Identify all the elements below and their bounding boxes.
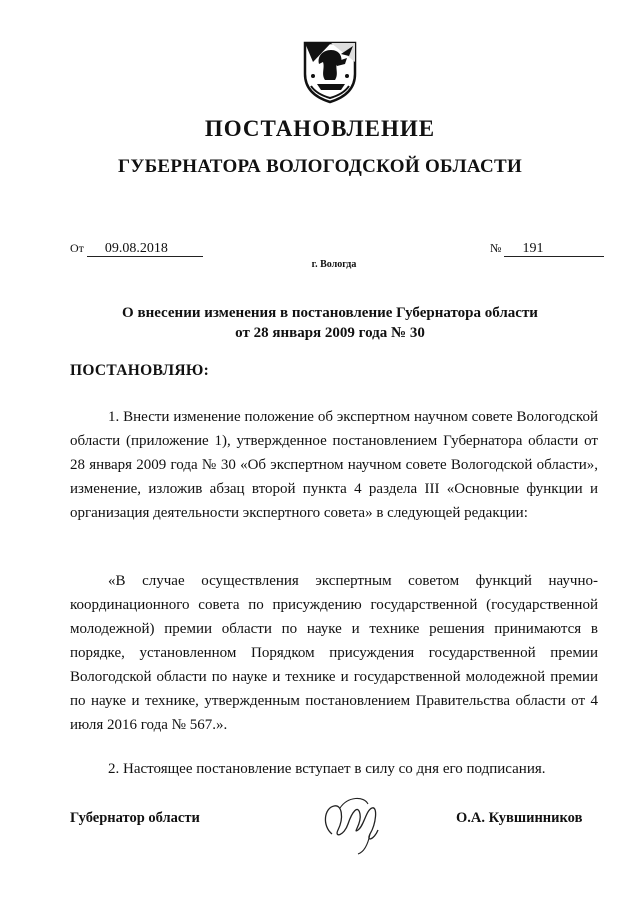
number-field [490, 241, 604, 257]
signatory-role: Губернатор области [70, 810, 200, 826]
date-field [70, 241, 203, 257]
paragraph-3: 2. Настоящее постановление вступает в силу со дня его подписания. [108, 761, 546, 777]
subject-line-2: от 28 января 2009 года № 30 [235, 325, 425, 341]
number-prefix: № [490, 241, 502, 255]
number-value: 191 [504, 241, 604, 257]
signatory-name: О.А. Кувшинников [456, 810, 583, 826]
subject-line-1: О внесении изменения в постановление Губернатора области [122, 305, 538, 321]
document-title: ПОСТАНОВЛЕНИЕ [204, 116, 436, 141]
document-subject [60, 303, 600, 343]
date-prefix: От [70, 241, 84, 255]
issuer-title: ГУБЕРНАТОРА ВОЛОГОДСКОЙ ОБЛАСТИ [117, 156, 523, 177]
resolve-heading: ПОСТАНОВЛЯЮ: [70, 362, 210, 379]
city-label: г. Вологда [311, 259, 357, 270]
paragraph-2: «В случае осуществления экспертным советом функций научно-координационного совета по присуждению государственной (государственной молодежной) премии области по науке и технике решения принимаются в порядке, установленном Порядком присуждения государственной премии Вологодской области по науке и технике и государственной молодежной премии по науке и технике, утвержденным постановлением Правительства области от 4 июля 2016 года № 567.». [70, 573, 598, 733]
date-value: 09.08.2018 [87, 241, 203, 257]
handwritten-signature [318, 790, 388, 856]
paragraph-1: 1. Внести изменение положение об экспертном научном совете Вологодской области (приложение 1), утвержденное постановлением Губернатора области от 28 января 2009 года № 30 «Об экспертном научном совете Вологодской области», изменение, изложив абзац второй пункта 4 раздела III «Основные функции и организация деятельности экспертного совета» в следующей редакции: [70, 409, 598, 521]
coat-of-arms-icon [301, 40, 359, 104]
